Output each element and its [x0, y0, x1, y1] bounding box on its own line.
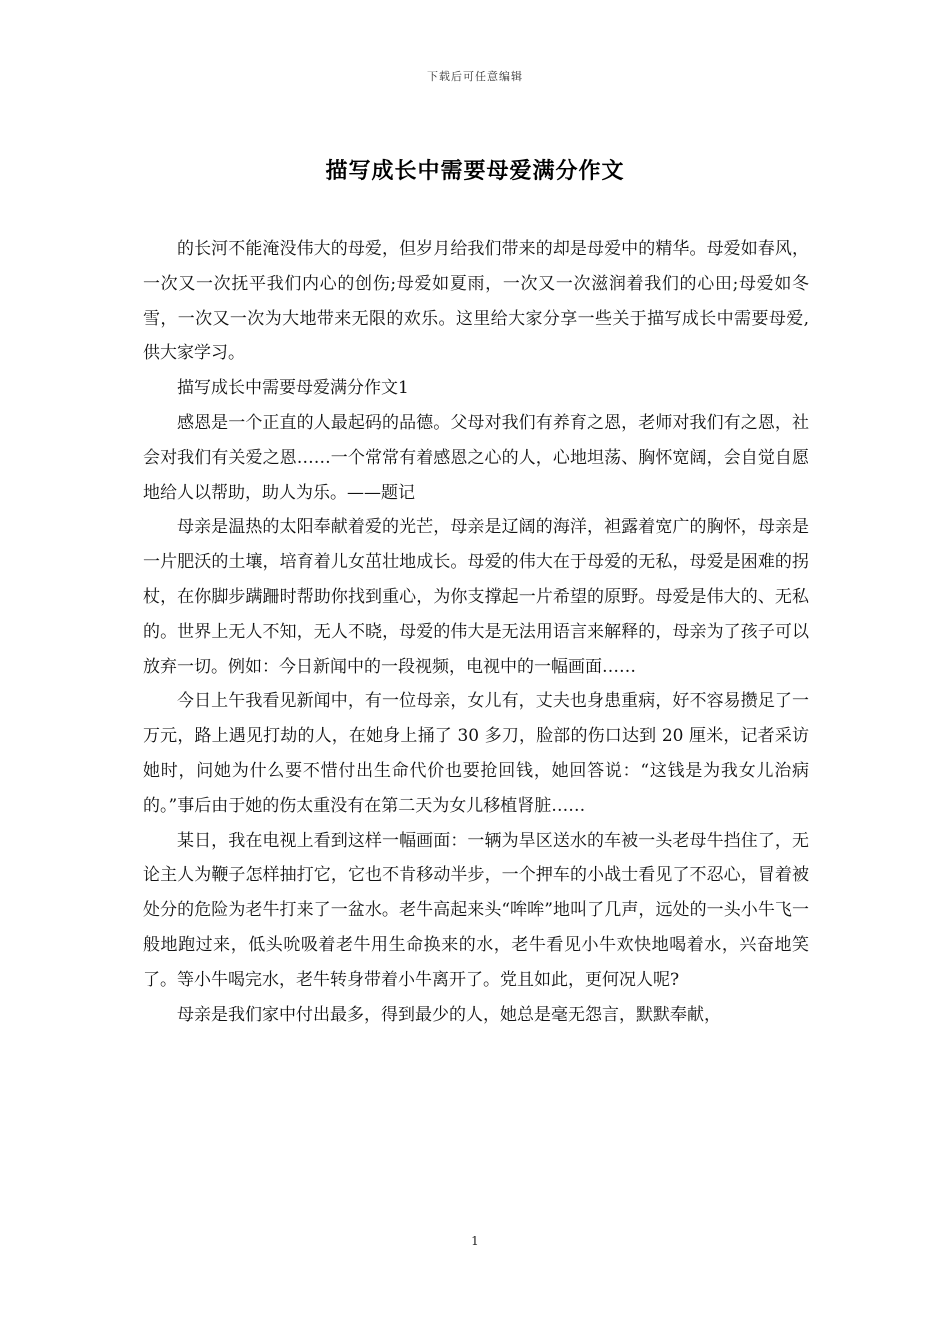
header-note: 下载后可任意编辑: [427, 70, 523, 83]
paragraph-mother-sacrifice: 母亲是我们家中付出最多，得到最少的人，她总是毫无怨言，默默奉献，: [177, 1004, 721, 1025]
paragraph-cow-story: 某日，我在电视上看到这样一幅画面：一辆为旱区送水的车被一头老母牛挡住了，无论主人为鞭子怎样抽打它，它也不肯移动半步，一个押车的小战士看见了不忍心，冒着被处分的危险为老牛打来了一盆水。老牛高起来头“哞哞”地叫了几声，远处的一头小牛飞一般地跑过来，低头吮吸着老牛用生命换来的水，老牛看见小牛欢快地喝着水，兴奋地笑了。等小牛喝完水，老牛转身带着小牛离开了。党且如此，更何况人呢?: [143, 830, 809, 990]
paragraph-epigraph: 感恩是一个正直的人最起码的品德。父母对我们有养育之恩，老师对我们有之恩，社会对我们有关爱之恩……一个常常有着感恩之心的人，心地坦荡、胸怀宽阔，会自觉自愿地给人以帮助，助人为乐。——题记: [143, 412, 809, 503]
page-number: 1: [471, 1234, 479, 1248]
paragraph-mother-sun: 母亲是温热的太阳奉献着爱的光芒，母亲是辽阔的海洋，袒露着宽广的胸怀，母亲是一片肥沃的土壤，培育着儿女茁壮地成长。母爱的伟大在于母爱的无私，母爱是困难的拐杖，在你脚步蹒跚时帮助你找到重心，为你支撑起一片希望的原野。母爱是伟大的、无私的。世界上无人不知，无人不晓，母爱的伟大是无法用语言来解释的，母亲为了孩子可以放弃一切。例如：今日新闻中的一段视频，电视中的一幅画面……: [143, 517, 809, 677]
document-title: 描写成长中需要母爱满分作文: [325, 158, 625, 184]
paragraph-news-story: 今日上午我看见新闻中，有一位母亲，女儿有，丈夫也身患重病，好不容易攒足了一万元，路上遇见打劫的人，在她身上捅了 30 多刀，脸部的伤口达到 20 厘米，记者采访她时，问她为什么要不惜付出生命代价也要抢回钱，她回答说：“这钱是为我女儿治病的。”事后由于她的伤太重没有在第二天为女儿移植肾脏……: [143, 691, 809, 816]
section-heading: 描写成长中需要母爱满分作文1: [177, 378, 409, 399]
document-body: [143, 232, 809, 1032]
paragraph-intro: 的长河不能淹没伟大的母爱，但岁月给我们带来的却是母爱中的精华。母爱如春风，一次又一次抚平我们内心的创伤;母爱如夏雨，一次又一次滋润着我们的心田;母爱如冬雪，一次又一次为大地带来无限的欢乐。这里给大家分享一些关于描写成长中需要母爱,供大家学习。: [143, 239, 809, 364]
